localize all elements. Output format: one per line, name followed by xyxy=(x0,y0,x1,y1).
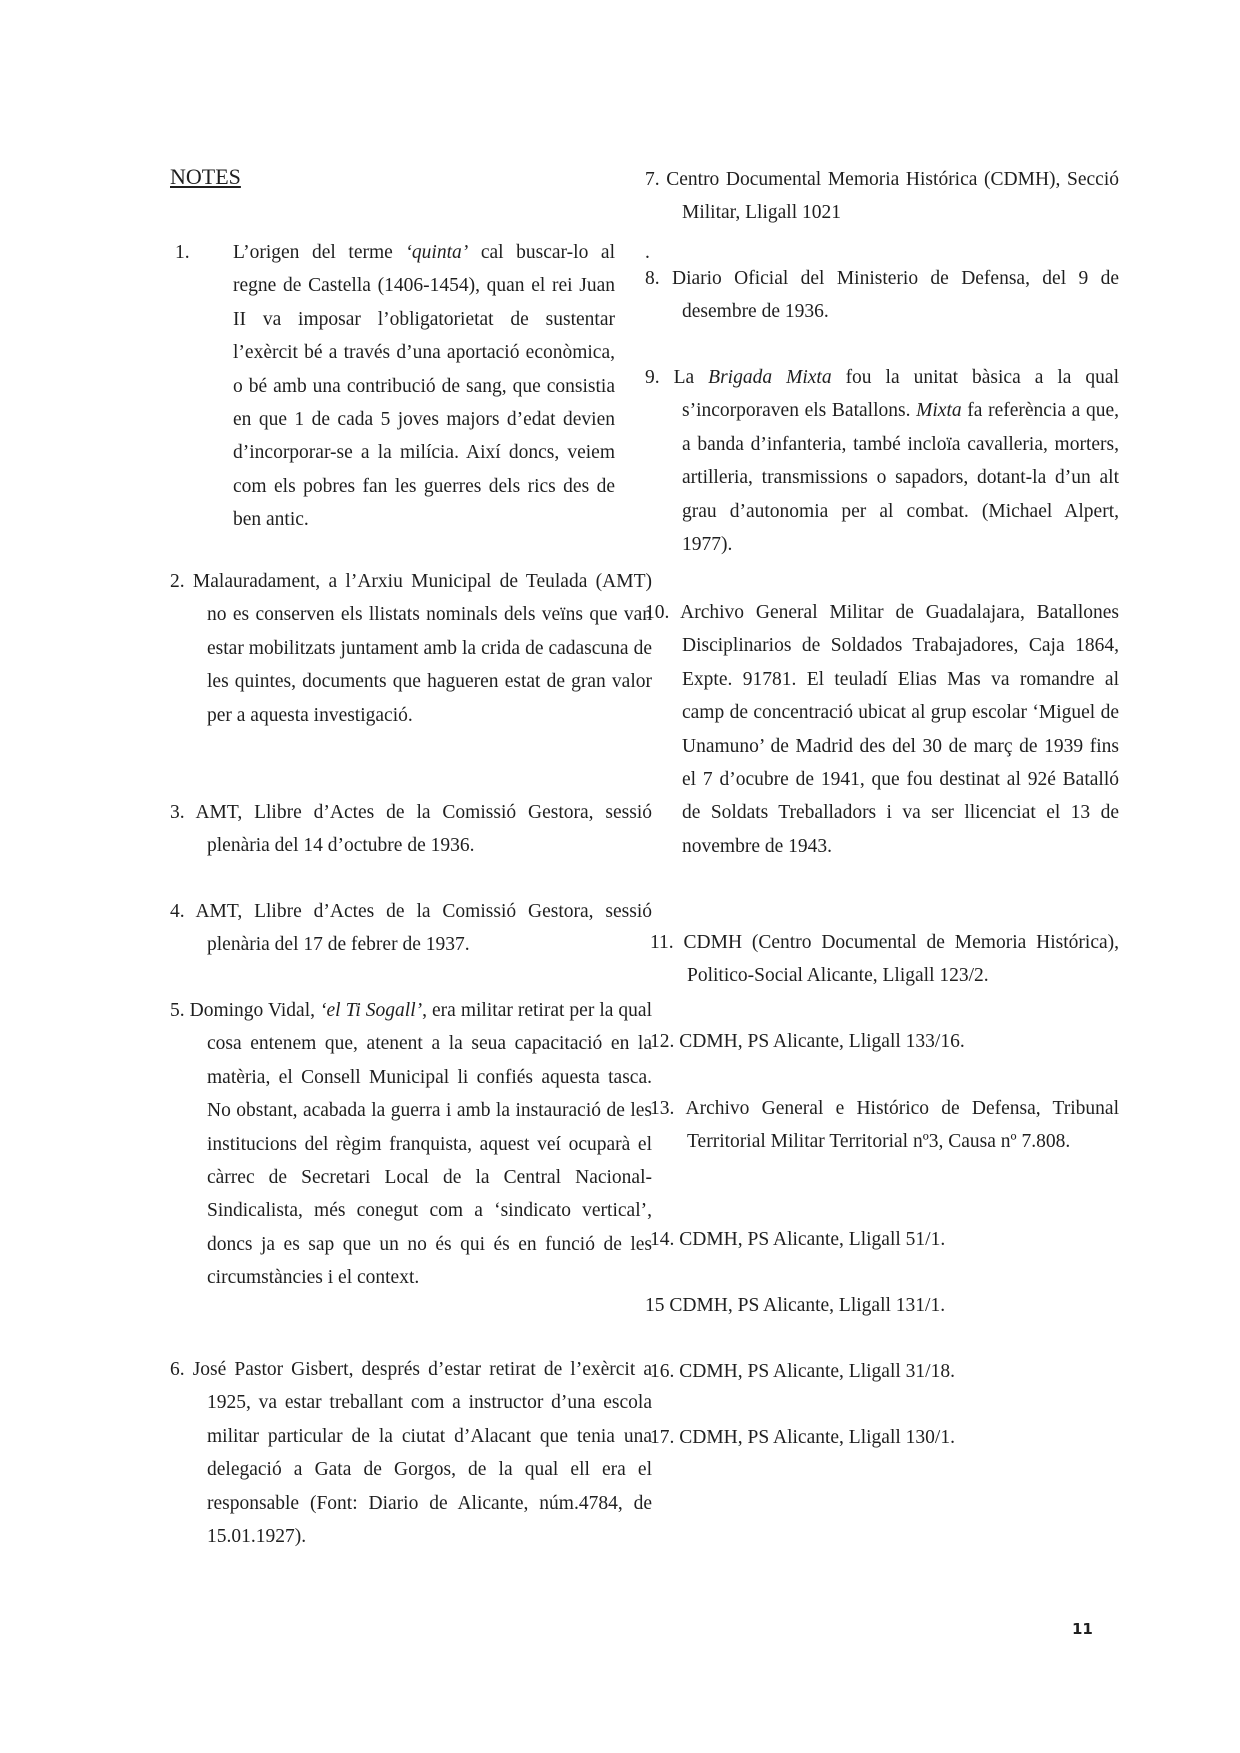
note-9-term-1: Brigada Mixta xyxy=(708,367,832,388)
note-5-nickname: ‘el Ti Sogall’ xyxy=(320,1000,423,1021)
note-1-text-b: cal buscar-lo al regne de Castella (1406-1454), quan el rei Juan II va imposar l’obligatorietat de sustentar l’exèrcit bé a través d’una aportació econòmica, o bé amb una contribució de sang, que consistia en que 1 de cada 5 joves majors d’edat devien d’incorporar-se a la milícia. Així doncs, veiem com els pobres fan les guerres dels rics des de ben antic. xyxy=(233,242,615,531)
note-3: 3. AMT, Llibre d’Actes de la Comissió Gestora, sessió plenària del 14 d’octubre de 1936. xyxy=(170,802,652,857)
note-17: 17. CDMH, PS Alicante, Lligall 130/1. xyxy=(650,1427,955,1448)
note-2: 2. Malauradament, a l’Arxiu Municipal de Teulada (AMT) no es conserven els llistats nominals dels veïns que van estar mobilitzats juntament amb la crida de cadascuna de les quintes, documents que hagueren estat de gran valor per a aquesta investigació. xyxy=(170,571,652,726)
note-1-term: ‘quinta’ xyxy=(405,242,469,263)
note-15: 15 CDMH, PS Alicante, Lligall 131/1. xyxy=(645,1295,946,1316)
page-number: 11 xyxy=(1072,1620,1093,1638)
note-5 xyxy=(170,994,652,1295)
right-column xyxy=(645,0,1119,1753)
note-5-text-a: 5. Domingo Vidal, xyxy=(170,1000,321,1021)
note-1 xyxy=(170,236,615,537)
note-1-text-a: L’origen del terme xyxy=(233,242,406,263)
note-10: 10. Archivo General Militar de Guadalajara, Batallones Disciplinarios de Soldados Trabajadores, Caja 1864, Expte. 91781. El teuladí Elias Mas va romandre al camp de concentració ubicat al grup escolar ‘Miguel de Unamuno’ de Madrid des del 30 de març de 1939 fins el 7 d’ocubre de 1941, que fou destinat al 92é Batalló de Soldats Treballadors i va ser llicenciat el 13 de novembre de 1943. xyxy=(645,602,1119,857)
note-4: 4. AMT, Llibre d’Actes de la Comissió Gestora, sessió plenària del 17 de febrer de 1937. xyxy=(170,901,652,956)
note-13: 13. Archivo General e Histórico de Defensa, Tribunal Territorial Militar Territorial nº3, Causa nº 7.808. xyxy=(650,1098,1119,1153)
note-5-text-b: , era militar retirat per la qual cosa entenem que, atenent a la seua capacitació en la matèria, el Consell Municipal li confiés aquesta tasca. No obstant, acabada la guerra i amb la instauració de les institucions del règim franquista, aquest veí ocuparà el càrrec de Secretari Local de la Central Nacional-Sindicalista, més conegut com a ‘sindicato vertical’, doncs ja es sap que un no és qui és en funció de les circumstàncies i el context. xyxy=(207,1000,652,1289)
note-1-text xyxy=(233,236,615,537)
note-9-text-b: fou la unitat bàsica a la qual s’incorporaven els Batallons. xyxy=(682,367,1119,422)
note-16: 16. CDMH, PS Alicante, Lligall 31/18. xyxy=(650,1361,955,1382)
note-9 xyxy=(645,361,1119,561)
note-9-text-c: fa referència a que, a banda d’infanteria, també incloïa cavalleria, morters, artilleria, transmissions o sapadors, dotant-la d’un alt grau d’autonomia per al combat. (Michael Alpert, 1977). xyxy=(682,400,1119,556)
note-8: 8. Diario Oficial del Ministerio de Defensa, del 9 de desembre de 1936. xyxy=(645,268,1119,323)
note-1-number: 1. xyxy=(175,242,190,263)
left-column xyxy=(170,0,652,1753)
note-11: 11. CDMH (Centro Documental de Memoria Histórica), Politico-Social Alicante, Lligall 123/2. xyxy=(650,932,1119,987)
notes-heading: NOTES xyxy=(170,164,241,189)
stray-dot: . xyxy=(645,242,650,263)
note-14: 14. CDMH, PS Alicante, Lligall 51/1. xyxy=(650,1229,946,1250)
note-7: 7. Centro Documental Memoria Histórica (CDMH), Secció Militar, Lligall 1021 xyxy=(645,169,1119,224)
note-9-text-a: 9. La xyxy=(645,367,709,388)
note-9-term-2: Mixta xyxy=(916,400,962,422)
note-6: 6. José Pastor Gisbert, després d’estar retirat de l’exèrcit a 1925, va estar treballant com a instructor d’una escola militar particular de la ciutat d’Alacant que tenia una delegació a Gata de Gorgos, de la qual ell era el responsable (Font: Diario de Alicante, núm.4784, de 15.01.1927). xyxy=(170,1359,652,1548)
note-12: 12. CDMH, PS Alicante, Lligall 133/16. xyxy=(650,1031,965,1052)
